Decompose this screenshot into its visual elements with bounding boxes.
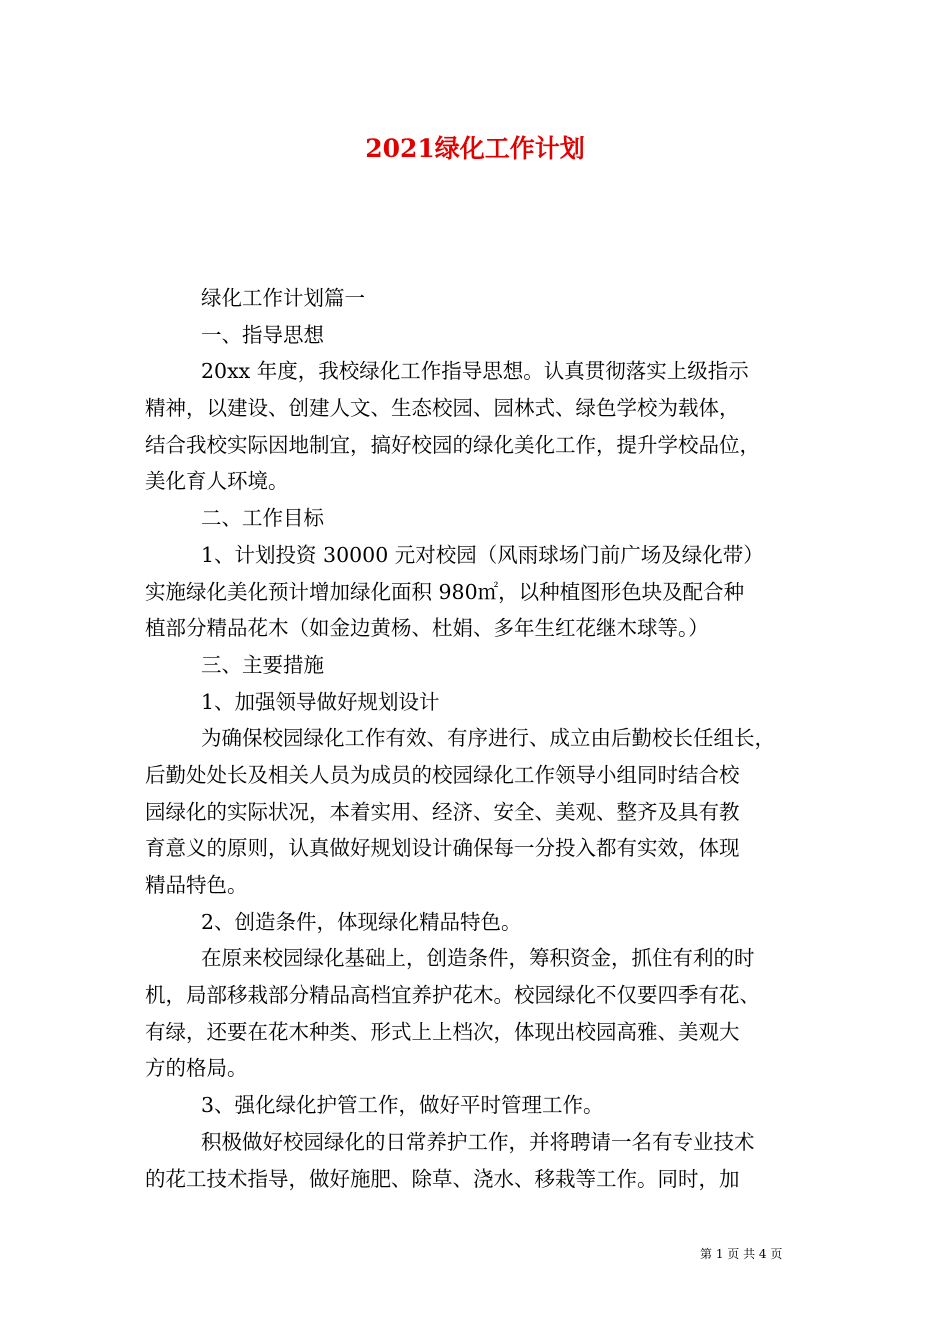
body-line: 二、工作目标 [201, 506, 324, 531]
body-line: 实施绿化美化预计增加绿化面积 980㎡，以种植图形色块及配合种 [145, 579, 745, 604]
document-body [145, 280, 807, 1197]
body-line: 20xx 年度，我校绿化工作指导思想。认真贯彻落实上级指示 [201, 359, 749, 384]
body-line: 绿化工作计划篇一 [201, 286, 365, 310]
body-line: 植部分精品花木（如金边黄杨、杜娟、多年生红花继木球等。） [145, 616, 709, 641]
body-line: 结合我校实际因地制宜，搞好校园的绿化美化工作，提升学校品位， [145, 432, 760, 457]
body-line: 精品特色。 [145, 873, 248, 897]
body-line: 3、强化绿化护管工作，做好平时管理工作。 [201, 1093, 604, 1118]
body-line: 一、指导思想 [201, 322, 324, 347]
body-line: 2、创造条件，体现绿化精品特色。 [201, 909, 522, 934]
body-line: 三、主要措施 [201, 652, 324, 677]
body-line: 积极做好校园绿化的日常养护工作，并将聘请一名有专业技术 [201, 1129, 755, 1154]
body-line: 有绿，还要在花木种类、形式上上档次，体现出校园高雅、美观大 [145, 1019, 740, 1044]
body-line: 为确保校园绿化工作有效、有序进行、成立由后勤校长任组长， [201, 726, 775, 751]
document-title: 2021绿化工作计划 [365, 134, 585, 163]
body-line: 美化育人环境。 [145, 469, 289, 494]
body-line: 1、加强领导做好规划设计 [201, 689, 440, 714]
body-line: 园绿化的实际状况，本着实用、经济、安全、美观、整齐及具有教 [145, 799, 740, 824]
body-line: 1、计划投资 30000 元对校园（风雨球场门前广场及绿化带） [201, 542, 764, 567]
body-line: 方的格局。 [145, 1056, 248, 1081]
body-line: 的花工技术指导，做好施肥、除草、浇水、移栽等工作。同时，加 [145, 1166, 740, 1191]
page-footer: 第 1 页 共 4 页 [700, 1247, 783, 1261]
body-line: 机，局部移栽部分精品高档宜养护花木。校园绿化不仅要四季有花、 [145, 983, 760, 1008]
body-line: 在原来校园绿化基础上，创造条件，筹积资金，抓住有利的时 [201, 946, 755, 971]
body-line: 后勤处处长及相关人员为成员的校园绿化工作领导小组同时结合校 [145, 762, 740, 787]
body-line: 育意义的原则，认真做好规划设计确保每一分投入都有实效，体现 [145, 836, 740, 861]
body-line: 精神，以建设、创建人文、生态校园、园林式、绿色学校为载体， [145, 396, 740, 421]
